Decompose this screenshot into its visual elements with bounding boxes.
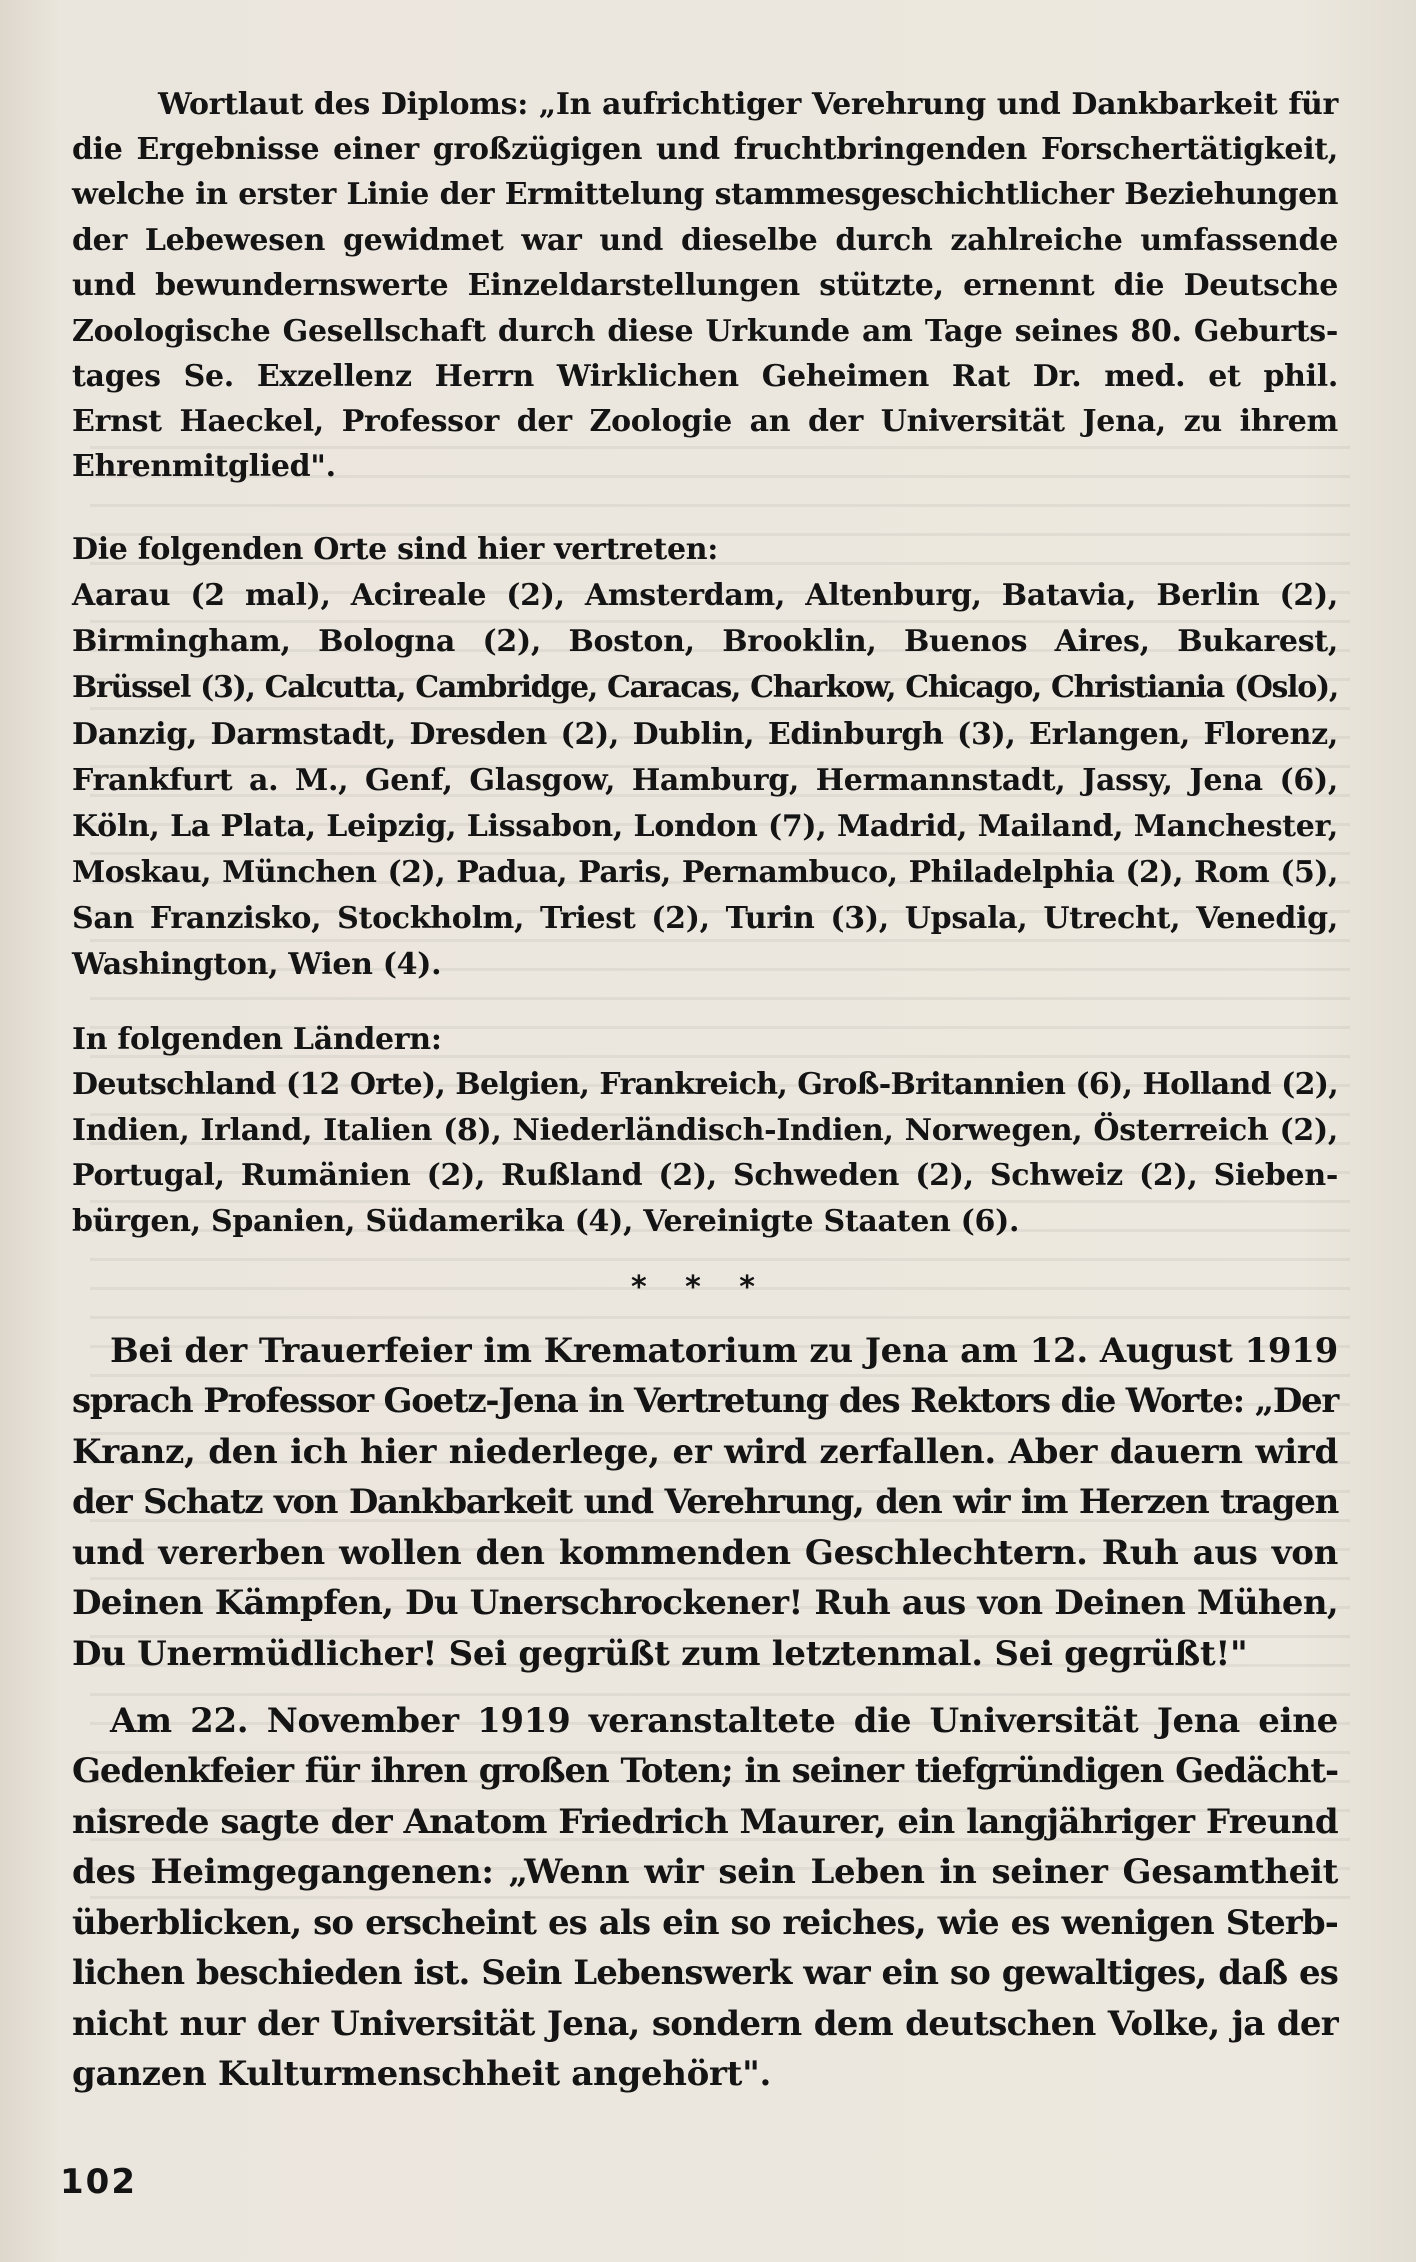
text-line: Indien, Irland, Italien (8), Niederländisch-Indien, Norwegen, Österreich (2), <box>72 1113 1338 1148</box>
text-line: sprach Professor Goetz-Jena in Vertretung des Rektors die Worte: „Der <box>72 1381 1338 1421</box>
text-line: nisrede sagte der Anatom Friedrich Maurer, ein langjähriger Freund <box>72 1802 1338 1842</box>
text-line: Du Unermüdlicher! Sei gegrüßt zum letztenmal. Sei gegrüßt!" <box>72 1634 1248 1674</box>
text-line: Wortlaut des Diploms: „In aufrichtiger Verehrung und Dankbarkeit für <box>158 87 1338 122</box>
text-line: Birmingham, Bologna (2), Boston, Brooklin, Buenos Aires, Bukarest, <box>72 624 1338 659</box>
text-line: tages Se. Exzellenz Herrn Wirklichen Geheimen Rat Dr. med. et phil. <box>72 359 1338 394</box>
text-line: Moskau, München (2), Padua, Paris, Pernambuco, Philadelphia (2), Rom (5), <box>72 855 1338 890</box>
text-line: der Schatz von Dankbarkeit und Verehrung, den wir im Herzen tragen <box>72 1482 1338 1522</box>
text-line: San Franzisko, Stockholm, Triest (2), Turin (3), Upsala, Utrecht, Venedig, <box>72 901 1338 936</box>
text-line: Portugal, Rumänien (2), Rußland (2), Schweden (2), Schweiz (2), Sieben- <box>72 1158 1338 1193</box>
text-line: Zoologische Gesellschaft durch diese Urkunde am Tage seines 80. Geburts- <box>72 314 1338 349</box>
text-line: Danzig, Darmstadt, Dresden (2), Dublin, Edinburgh (3), Erlangen, Florenz, <box>72 717 1338 752</box>
text-line: Am 22. November 1919 veranstaltete die Universität Jena eine <box>110 1701 1338 1741</box>
text-line: die Ergebnisse einer großzügigen und fruchtbringenden Forschertätigkeit, <box>72 132 1338 167</box>
text-line: und bewundernswerte Einzeldarstellungen stützte, ernennt die Deutsche <box>72 268 1338 303</box>
section-separator: * * * <box>631 1270 769 1305</box>
text-line: lichen beschieden ist. Sein Lebenswerk war ein so gewaltiges, daß es <box>72 1953 1338 1993</box>
text-line: ganzen Kulturmenschheit angehört". <box>72 2054 772 2094</box>
text-line: Ehrenmitglied". <box>72 449 336 484</box>
text-line: Deutschland (12 Orte), Belgien, Frankreich, Groß-Britannien (6), Holland (2), <box>72 1067 1338 1102</box>
text-line: Brüssel (3), Calcutta, Cambridge, Caracas, Charkow, Chicago, Christiania (Oslo), <box>72 670 1338 705</box>
text-line: Washington, Wien (4). <box>72 947 442 982</box>
text-line: Frankfurt a. M., Genf, Glasgow, Hamburg, Hermannstadt, Jassy, Jena (6), <box>72 763 1338 798</box>
text-line: Bei der Trauerfeier im Krematorium zu Jena am 12. August 1919 <box>110 1331 1338 1371</box>
text-line: überblicken, so erscheint es als ein so reiches, wie es wenigen Sterb- <box>72 1903 1338 1943</box>
text-line: Köln, La Plata, Leipzig, Lissabon, London (7), Madrid, Mailand, Manchester, <box>72 809 1338 844</box>
text-line: des Heimgegangenen: „Wenn wir sein Leben in seiner Gesamtheit <box>72 1852 1338 1892</box>
text-line: Kranz, den ich hier niederlege, er wird zerfallen. Aber dauern wird <box>72 1432 1338 1472</box>
text-line: Gedenkfeier für ihren großen Toten; in seiner tiefgründigen Gedächt- <box>72 1751 1338 1791</box>
page-number: 102 <box>60 2162 137 2202</box>
text-line: Aarau (2 mal), Acireale (2), Amsterdam, Altenburg, Batavia, Berlin (2), <box>72 578 1338 613</box>
text-line: welche in erster Linie der Ermittelung stammesgeschichtlicher Beziehungen <box>72 177 1338 212</box>
text-line: bürgen, Spanien, Südamerika (4), Vereinigte Staaten (6). <box>72 1204 1020 1239</box>
text-line: nicht nur der Universität Jena, sondern dem deutschen Volke, ja der <box>72 2004 1338 2044</box>
text-line: und vererben wollen den kommenden Geschlechtern. Ruh aus von <box>72 1533 1338 1573</box>
section-heading: In folgenden Ländern: <box>72 1022 442 1057</box>
text-line: Ernst Haeckel, Professor der Zoologie an der Universität Jena, zu ihrem <box>72 404 1338 439</box>
text-line: Deinen Kämpfen, Du Unerschrockener! Ruh aus von Deinen Mühen, <box>72 1583 1338 1623</box>
text-line: der Lebewesen gewidmet war und dieselbe durch zahlreiche umfassende <box>72 223 1338 258</box>
section-heading: Die folgenden Orte sind hier vertreten: <box>72 532 719 567</box>
